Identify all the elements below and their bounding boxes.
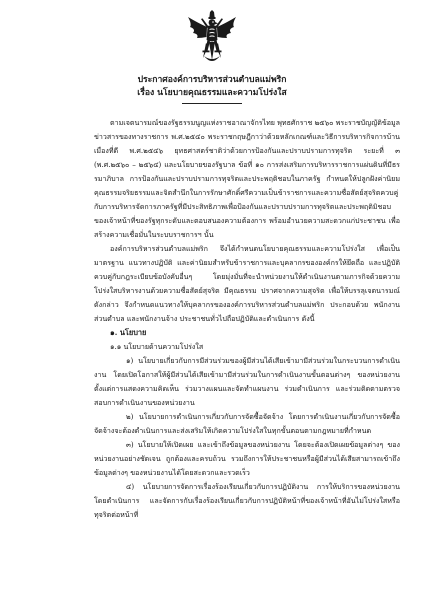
intro-paragraph: ตามเจตนารมณ์ของรัฐธรรมนูญแห่งราชอาณาจักรไทย พุทธศักราช ๒๕๖๐ พระราชบัญญัติข้อมูลข่าวสารของทางราชการ พ.ศ.๒๕๔๐ พระราชกฤษฎีกาว่าด้วยหลักเกณฑ์และวิธีการบริหารกิจการบ้านเมืองที่ดี พ.ศ.๒๕๔๖ ยุทธศาสตร์ชาติว่าด้วยการป้องกันและปราบปรามการทุจริต ระยะที่ ๓ (พ.ศ.๒๕๖๐ – ๒๕๖๔) และนโยบายของรัฐบาล ข้อที่ ๑๐ การส่งเสริมการบริหารราชการแผ่นดินที่มีธรรมาภิบาล การป้องกันและปราบปรามการทุจริตและประพฤติชอบในภาครัฐ กำหนดให้ปลูกฝังค่านิยม คุณธรรมจริยธรรมและจิตสำนึกในการรักษาศักดิ์ศรีความเป็นข้าราชการและความซื่อสัตย์สุจริตควบคู่กับการบริหารจัดการภาครัฐที่มีประสิทธิภาพเพื่อป้องกันและปราบปรามการทุจริตและประพฤติมิชอบของเจ้าหน้าที่ของรัฐทุกระดับและตอบสนองความต้องการ พร้อมอำนวยความสะดวกแก่ประชาชน เพื่อสร้างความเชื่อมั่นในระบบราชการฯ นั้น xyxy=(94,118,400,239)
policy-item-3: ๓) นโยบายให้เปิดเผย และเข้าถึงข้อมูลของหน่วยงาน โดยจะต้องเปิดเผยข้อมูลต่างๆ ของหน่วยงานอย่างชัดเจน ถูกต้องและครบถ้วน รวมถึงการให้ประชาชนหรือผู้มีส่วนได้เสียสามารถเข้าถึงข้อมูลต่างๆ ของหน่วยงานได้โดยสะดวกและรวดเร็ว xyxy=(94,440,400,477)
subsection-heading-transparency: ๑.๑ นโยบายด้านความโปร่งใส xyxy=(110,342,204,351)
announcement-body xyxy=(94,116,400,522)
garuda-emblem-icon xyxy=(186,10,238,66)
announcement-subject: เรื่อง นโยบายคุณธรรมและความโปร่งใส xyxy=(137,88,287,98)
policy-item-4: ๔) นโยบายการจัดการเรื่องร้องเรียนเกี่ยวกับการปฏิบัติงาน การให้บริการของหน่วยงาน โดยดำเนินการ และจัดการกับเรื่องร้องเรียนเกี่ยวกับการปฏิบัติหน้าที่ของเจ้าหน้าที่อันไม่โปร่งใสหรือทุจริตต่อหน้าที่ xyxy=(94,482,400,519)
policy-item-1: ๑) นโยบายเกี่ยวกับการมีส่วนร่วมของผู้มีส่วนได้เสียเข้ามามีส่วนร่วมในกระบวนการดำเนินงาน โดยเปิดโอกาสให้ผู้มีส่วนได้เสียเข้ามามีส่วนร่วมในการดำเนินงานขั้นตอนต่างๆ ของหน่วยงานตั้งแต่การแสดงความคิดเห็น ร่วมวางแผนและจัดทำแผนงาน ร่วมดำเนินการ และร่วมติดตามตรวจสอบการดำเนินงานของหน่วยงาน xyxy=(94,356,400,407)
title-separator xyxy=(182,103,242,104)
policy-paragraph: องค์การบริหารส่วนตำบลแม่พริก จึงได้กำหนดนโยบายคุณธรรมและความโปร่งใส เพื่อเป็นมาตรฐาน แนวทางปฏิบัติ และค่านิยมสำหรับข้าราชการและบุคลากรขององค์กรให้ยึดถือ และปฏิบัติควบคู่กับกฎระเบียบข้อบังคับอื่นๆ โดยมุ่งมั่นที่จะนำหน่วยงานให้ดำเนินงานตามภารกิจด้วยความโปร่งใสบริหารงานด้วยความซื่อสัตย์สุจริต มีคุณธรรม ปราศจากความสุจริต เพื่อให้บรรลุเจตนารมณ์ดังกล่าว จึงกำหนดแนวทางให้บุคลากรขององค์การบริหารส่วนตำบลแม่พริก ประกอบด้วย พนักงานส่วนตำบล และพนักงานจ้าง ประชาชนทั่วไปถือปฏิบัติและดำเนินการ ดังนี้ xyxy=(94,244,400,323)
section-heading-policy: ๑. นโยบาย xyxy=(110,328,147,337)
announcement-title: ประกาศองค์การบริหารส่วนตำบลแม่พริก xyxy=(137,75,287,85)
policy-item-2: ๒) นโยบายการดำเนินการเกี่ยวกับการจัดซื้อจัดจ้าง โดยการดำเนินงานเกี่ยวกับการจัดซื้อจัดจ้างจะต้องดำเนินการและส่งเสริมให้เกิดความโปร่งใสในทุกขั้นตอนตามกฎหมายที่กำหนด xyxy=(94,412,400,435)
